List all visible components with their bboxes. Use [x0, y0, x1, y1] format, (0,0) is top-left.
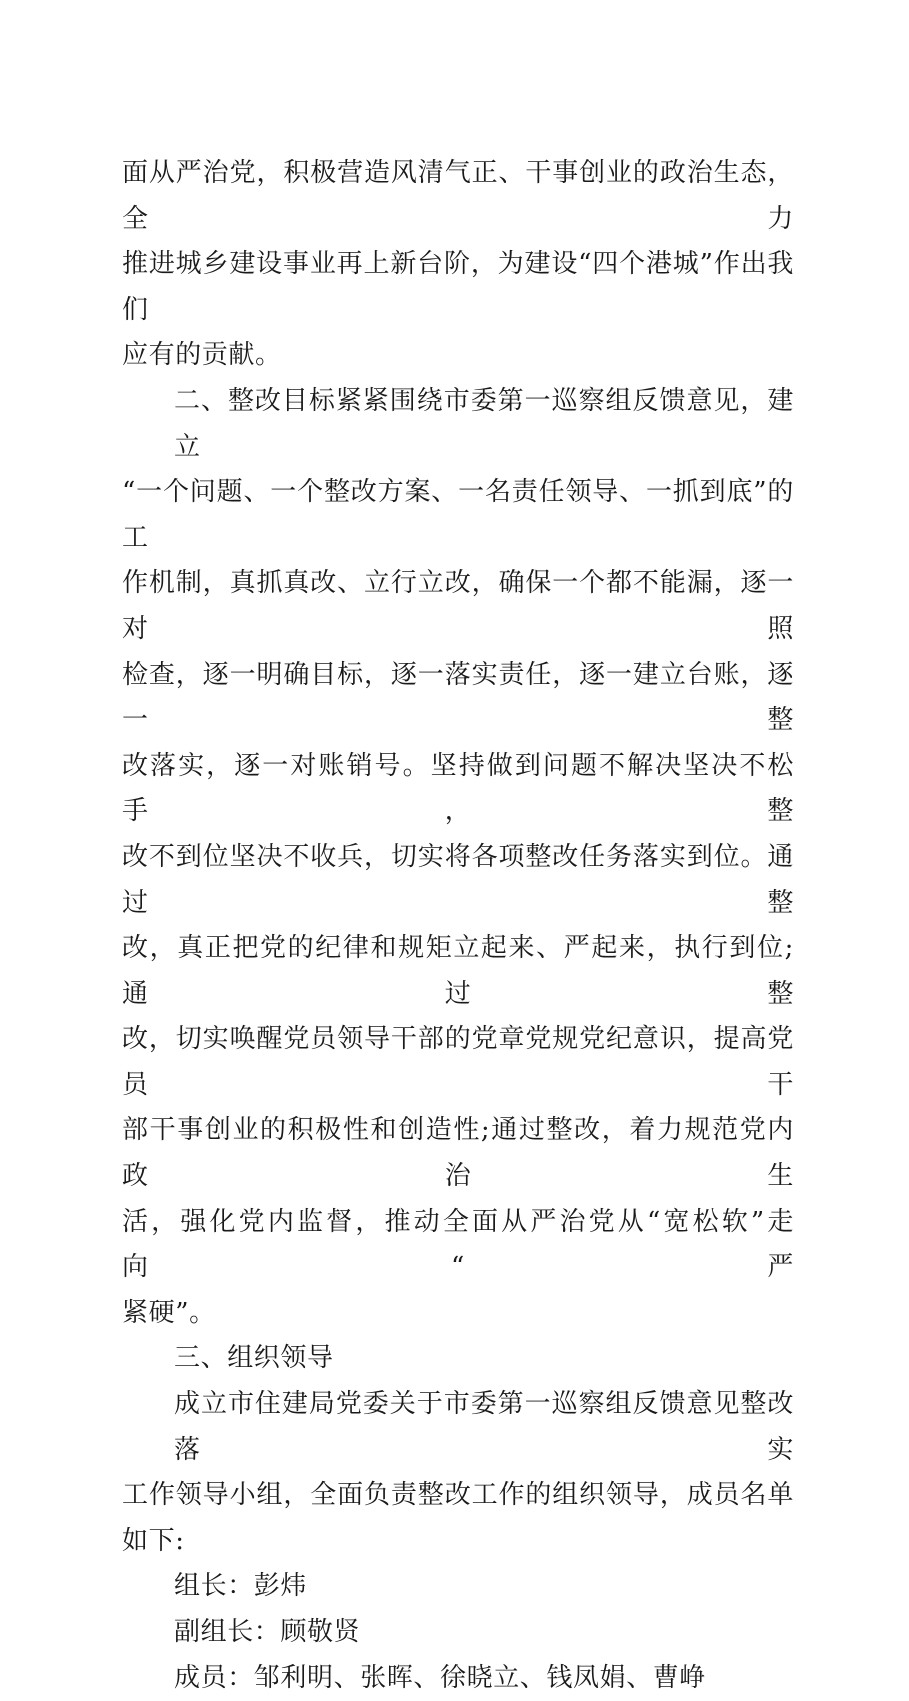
text-line: 面从严治党，积极营造风清气正、干事创业的政治生态，全力 [122, 158, 794, 234]
text-line: 改，切实唤醒党员领导干部的党章党规党纪意识，提高党员干 [122, 1024, 794, 1100]
text-line: 改不到位坚决不收兵，切实将各项整改任务落实到位。通过整 [122, 841, 794, 918]
text-line: 应有的贡献。 [122, 340, 282, 371]
text-line: “一个问题、一个整改方案、一名责任领导、一抓到底”的工 [122, 477, 794, 553]
text-line: 部干事创业的积极性和创造性;通过整改，着力规范党内政治生 [122, 1115, 794, 1192]
text-line: 改落实，逐一对账销号。坚持做到问题不解决坚决不松手，整 [122, 750, 794, 827]
group-members: 成员：邹利明、张晖、徐晓立、钱凤娟、曹峥 [174, 1662, 707, 1693]
paragraph-continuation [122, 151, 794, 379]
document-body [122, 151, 794, 1701]
text-line: 工作领导小组，全面负责整改工作的组织领导，成员名单如下: [122, 1480, 794, 1556]
section-two-paragraph [122, 379, 794, 1336]
text-line: 成立市住建局党委关于市委第一巡察组反馈意见整改落实 [174, 1389, 794, 1465]
text-line: 二、整改目标紧紧围绕市委第一巡察组反馈意见，建立 [174, 385, 794, 462]
text-line: 改，真正把党的纪律和规矩立起来、严起来，执行到位;通过整 [122, 933, 794, 1009]
text-line: 检查，逐一明确目标，逐一落实责任，逐一建立台账，逐一整 [122, 659, 794, 736]
section-three-paragraph [122, 1382, 794, 1564]
text-line: 活，强化党内监督，推动全面从严治党从“宽松软”走向“严 [122, 1206, 794, 1283]
section-three-heading: 三、组织领导 [174, 1343, 334, 1374]
text-line: 推进城乡建设事业再上新台阶，为建设“四个港城”作出我们 [122, 249, 794, 325]
group-leader: 组长：彭炜 [174, 1571, 308, 1602]
text-line: 紧硬”。 [122, 1297, 216, 1328]
group-deputy-leader: 副组长：顾敬贤 [174, 1617, 361, 1647]
text-line: 作机制，真抓真改、立行立改，确保一个都不能漏，逐一对照 [122, 568, 794, 644]
